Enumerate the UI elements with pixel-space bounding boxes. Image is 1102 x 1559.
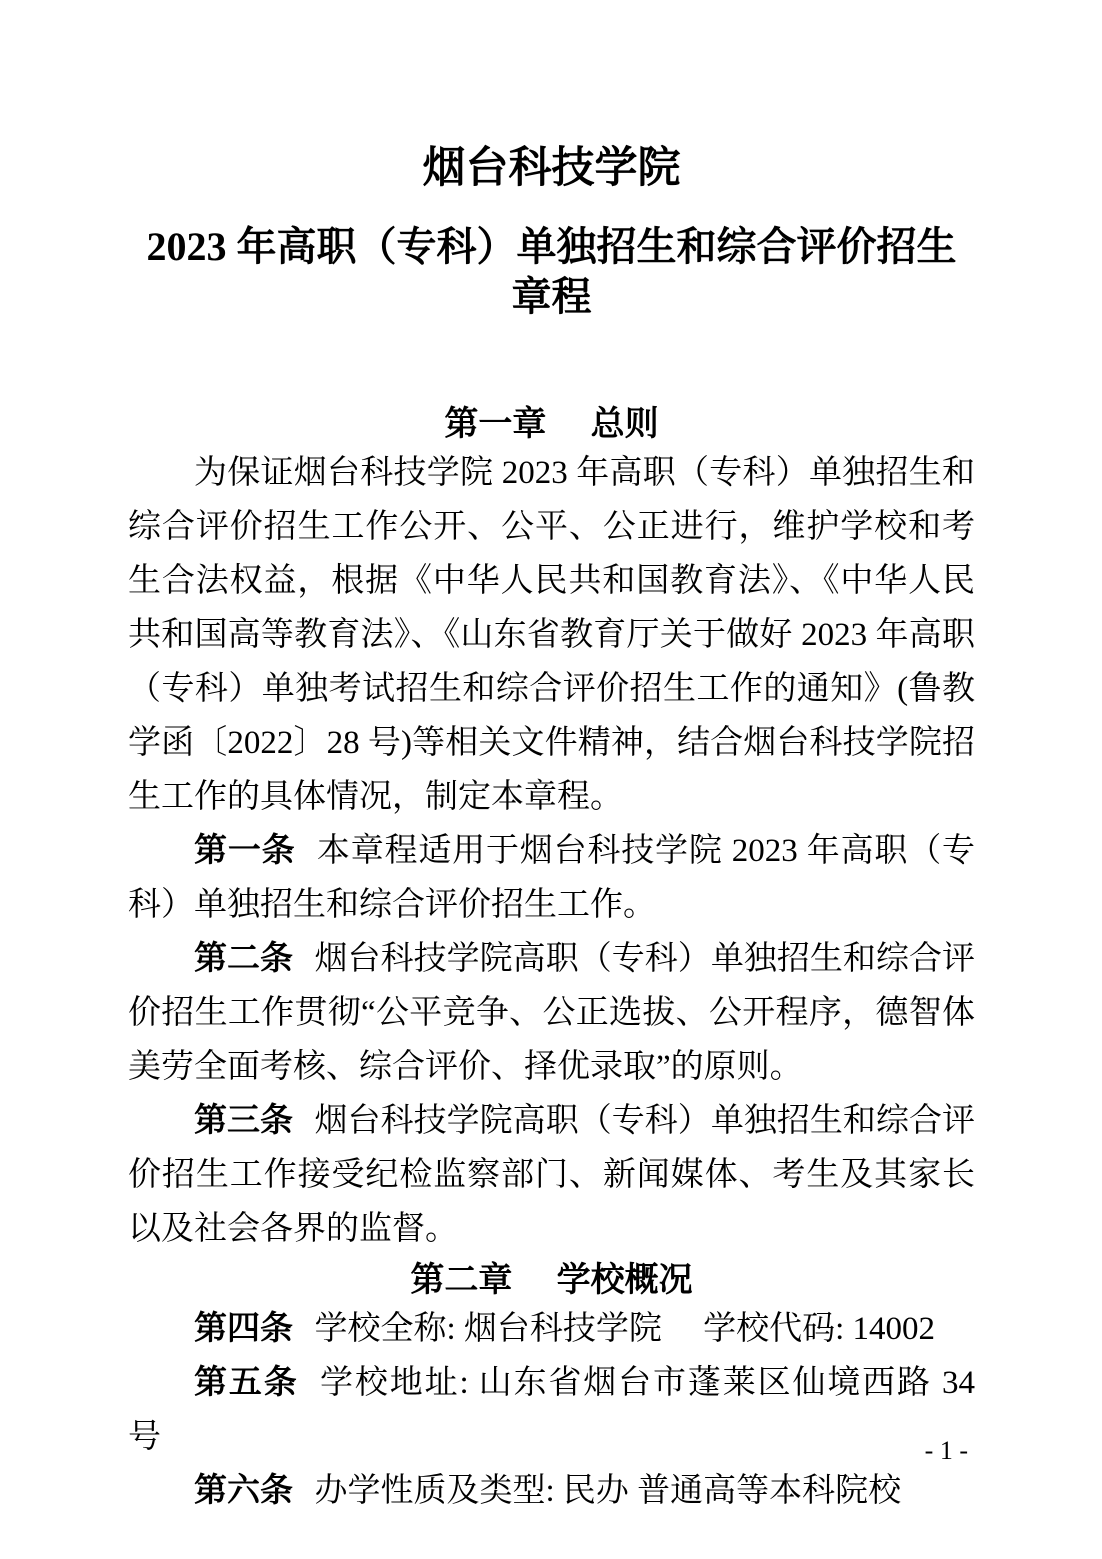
chapter-1-number: 第一章: [444, 405, 547, 443]
chapter-1-heading: [128, 402, 975, 446]
paragraph-article-3: [128, 1094, 975, 1256]
paragraph-article-4: [128, 1302, 975, 1356]
paragraph-text: 本章程适用于烟台科技学院 2023 年高职（专科）单独招生和综合评价招生工作。: [128, 833, 975, 923]
chapter-1-title: 总则: [590, 405, 659, 443]
paragraph-text: 烟台科技学院高职（专科）单独招生和综合评价招生工作贯彻“公平竞争、公正选拔、公开程序，德智体美劳全面考核、综合评价、择优录取”的原则。: [128, 941, 976, 1085]
paragraph-article-1: [128, 824, 975, 932]
page-number: - 1 -: [924, 1436, 968, 1465]
article-6-number: 第六条: [194, 1473, 293, 1509]
paragraph-text: 为保证烟台科技学院 2023 年高职（专科）单独招生和综合评价招生工作公开、公平、公正进行，维护学校和考生合法权益，根据《中华人民共和国教育法》、《中华人民共和国高等教育法》、《山东省教育厅关于做好 2023 年高职（专科）单独考试招生和综合评价招生工作的通知》(鲁教学函〔2022〕28 号)等相关文件精神，结合烟台科技学院招生工作的具体情况，制定本章程。: [128, 455, 975, 815]
chapter-2-number: 第二章: [410, 1261, 513, 1299]
article-5-number: 第五条: [194, 1365, 299, 1401]
document-title-line1: 烟台科技学院: [422, 145, 681, 192]
paragraph-text: 烟台科技学院高职（专科）单独招生和综合评价招生工作接受纪检监察部门、新闻媒体、考生及其家长以及社会各界的监督。: [128, 1103, 976, 1247]
document-title-line2: 2023 年高职（专科）单独招生和综合评价招生章程: [146, 224, 957, 319]
paragraph-article-5: [128, 1356, 975, 1464]
paragraph-text: 学校全称: 烟台科技学院 学校代码: 14002: [314, 1311, 936, 1347]
article-2-number: 第二条: [194, 941, 294, 977]
article-3-number: 第三条: [194, 1103, 294, 1139]
paragraph-article-6: [128, 1464, 975, 1518]
chapter-2-heading: [128, 1258, 975, 1302]
paragraph-article-2: [128, 932, 975, 1094]
article-1-number: 第一条: [194, 833, 296, 869]
paragraph-text: 学校地址: 山东省烟台市蓬莱区仙境西路 34 号: [128, 1365, 975, 1455]
paragraph-preamble: [128, 446, 975, 824]
paragraph-text: 办学性质及类型: 民办 普通高等本科院校: [314, 1473, 902, 1509]
document-page: [128, 146, 975, 1518]
article-4-number: 第四条: [194, 1311, 293, 1347]
chapter-2-title: 学校概况: [556, 1261, 693, 1299]
